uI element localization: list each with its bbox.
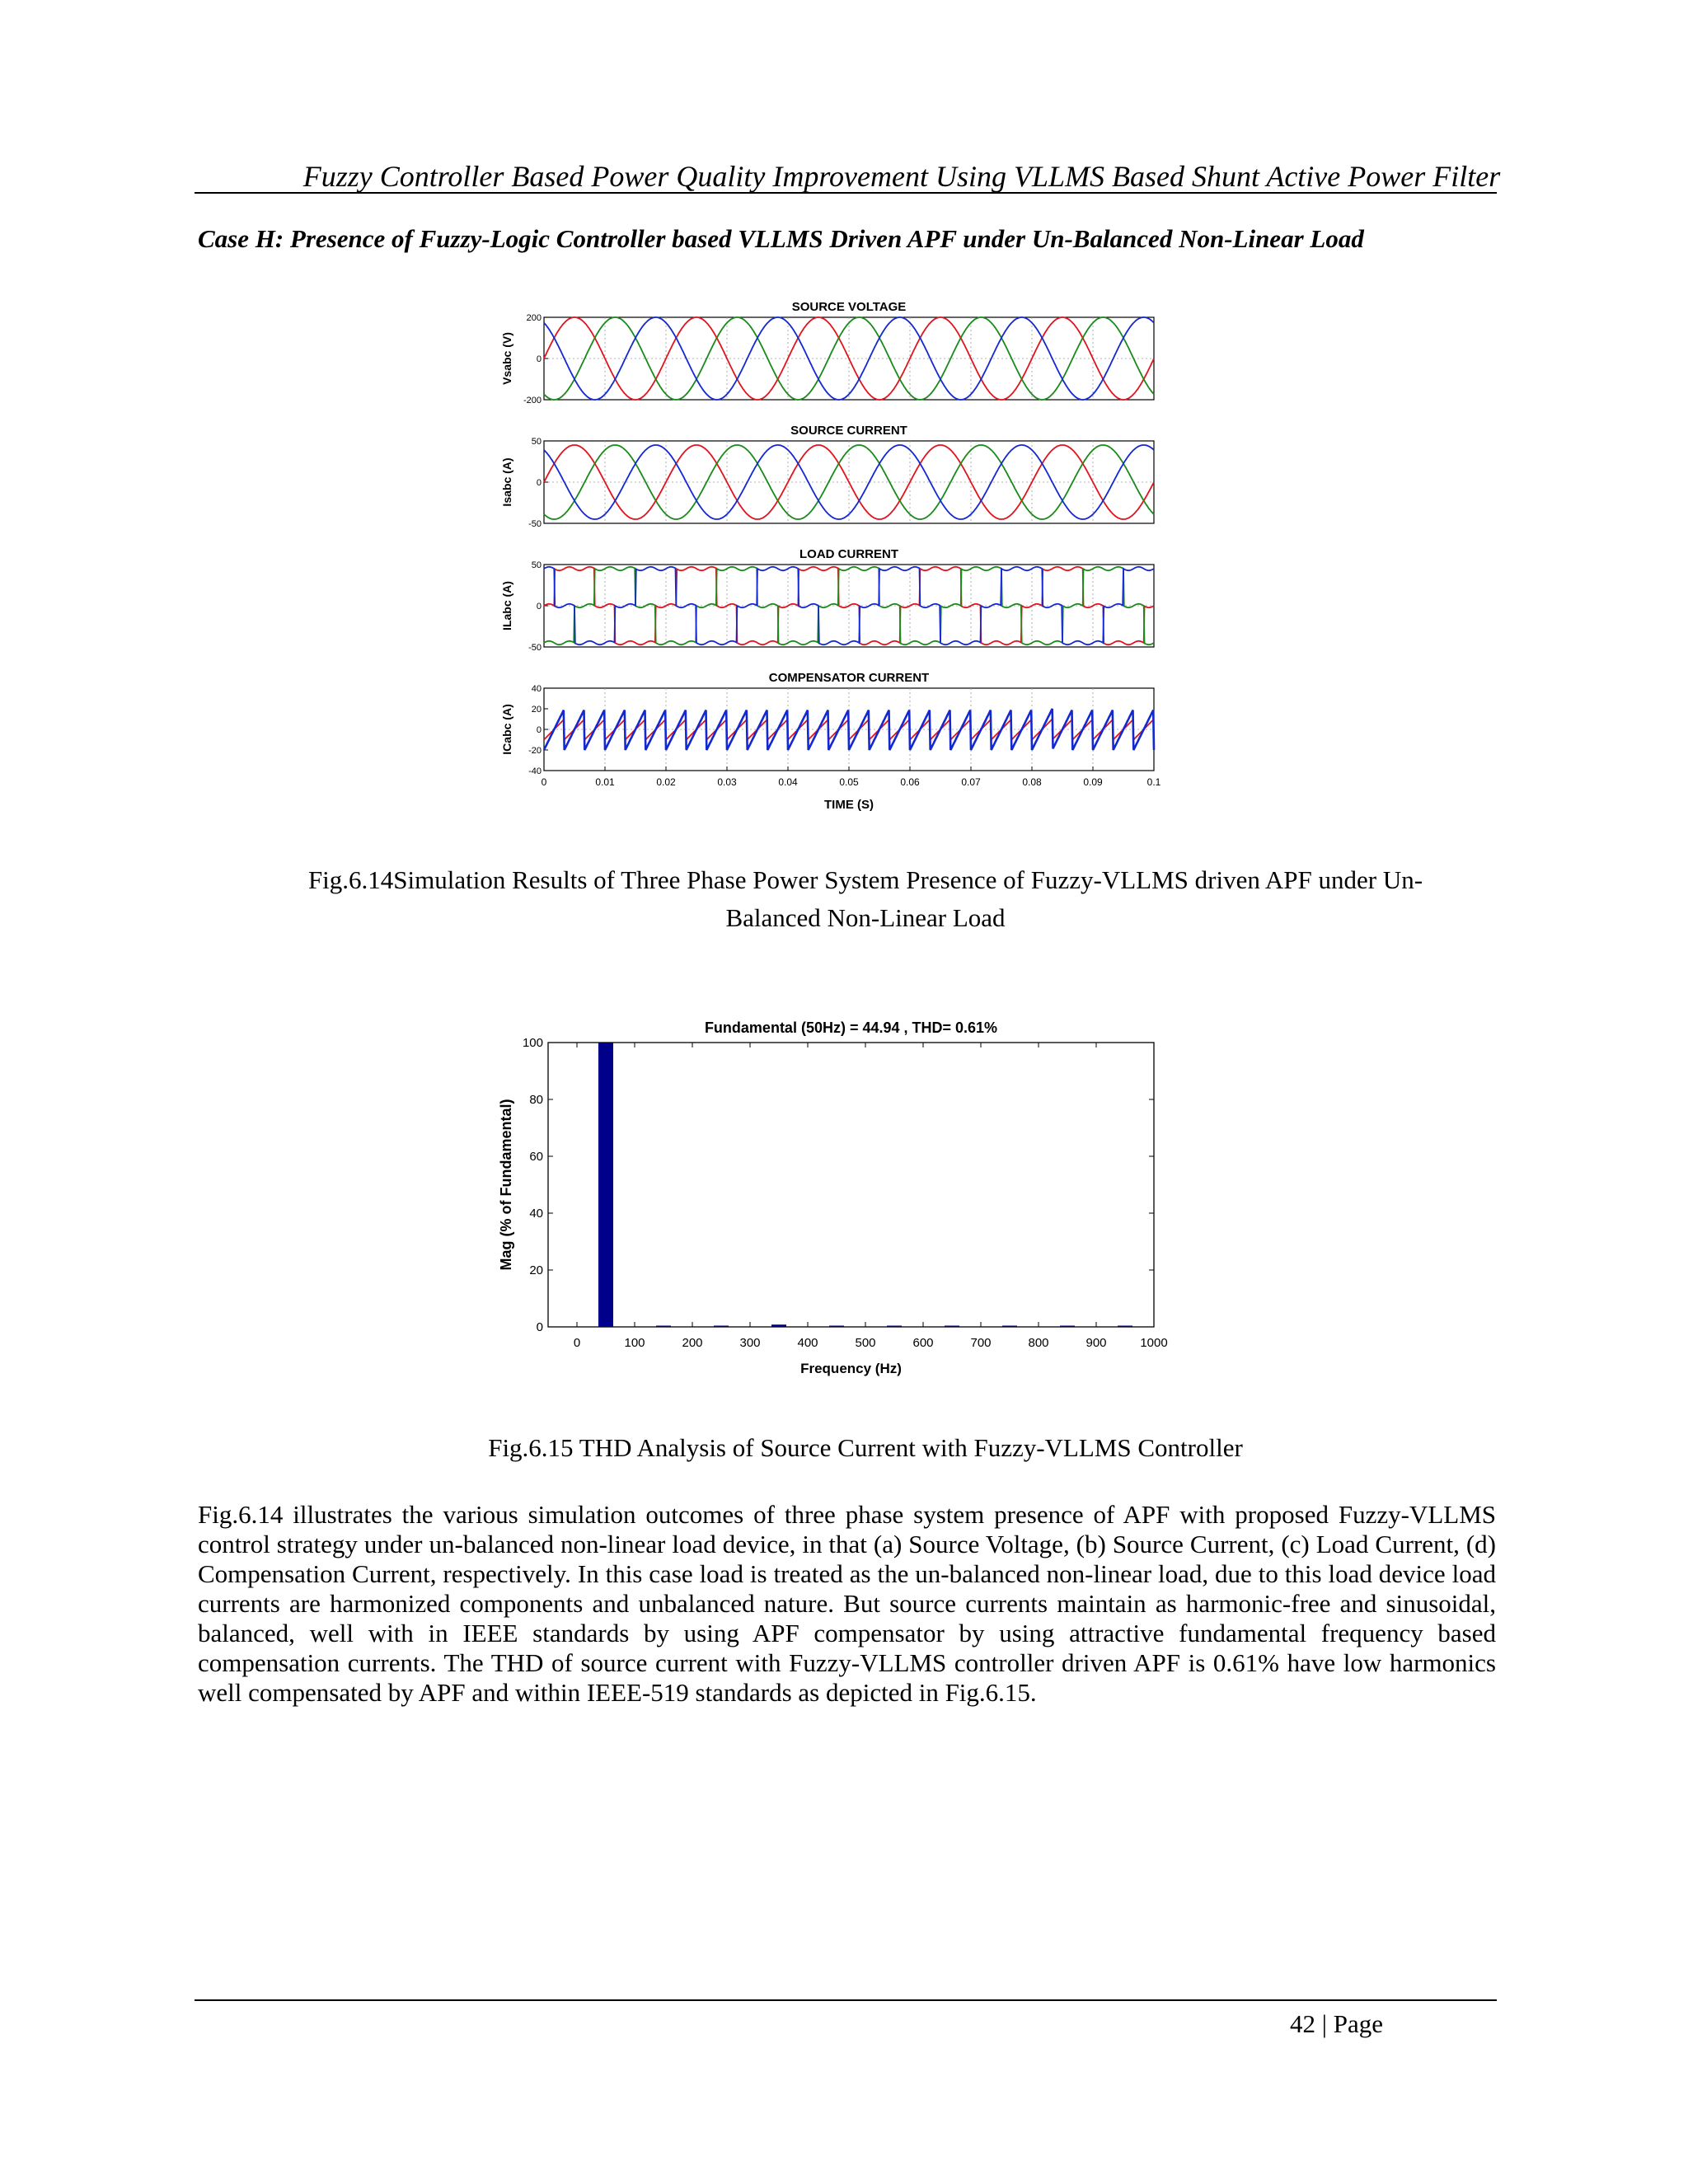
footer-rule (195, 1999, 1497, 2001)
panel-ylabel: Isabc (A) (500, 457, 513, 507)
x-tick-label: 0.07 (961, 776, 981, 788)
harmonic-bar-350hz (771, 1324, 786, 1327)
x-tick-label: 400 (797, 1336, 818, 1350)
y-tick-label: 40 (529, 1207, 543, 1221)
panel-ylabel: ICabc (A) (500, 704, 513, 755)
waveform-panel-1 (500, 300, 1154, 405)
x-tick-label: 200 (682, 1336, 703, 1350)
y-tick-label: 20 (531, 705, 542, 715)
y-tick-label: 0 (536, 602, 542, 612)
y-tick-label: 0 (536, 1320, 543, 1334)
figure-6-14-caption-line1: Fig.6.14Simulation Results of Three Phase Power System Presence of Fuzzy-VLLMS driven APF under Un- (307, 865, 1423, 894)
y-tick-label: 50 (531, 560, 542, 570)
harmonic-bar-950hz (1118, 1326, 1132, 1328)
y-tick-label: -20 (528, 746, 542, 756)
y-tick-label: 60 (529, 1150, 543, 1164)
harmonic-bar-150hz (656, 1326, 671, 1328)
waveform-panel-3 (500, 547, 1154, 653)
panel-ylabel: ILabc (A) (500, 581, 513, 630)
y-tick-label: 100 (522, 1036, 543, 1050)
thd-x-axis-label: Frequency (Hz) (800, 1361, 902, 1376)
panel-title: SOURCE VOLTAGE (791, 300, 907, 314)
page-number: 42 | Page (1290, 2009, 1383, 2038)
waveform-panel-2 (500, 424, 1154, 529)
panel-ylabel: Vsabc (V) (500, 332, 513, 385)
panel-title: LOAD CURRENT (799, 547, 898, 561)
y-tick-label: -40 (528, 766, 542, 776)
case-heading: Case H: Presence of Fuzzy-Logic Controller based VLLMS Driven APF under Un-Balanced Non-Linear Load (198, 224, 1364, 253)
panel-title: COMPENSATOR CURRENT (768, 671, 930, 685)
x-tick-label: 0.08 (1022, 776, 1042, 788)
y-tick-label: 80 (529, 1093, 543, 1107)
x-tick-label: 600 (912, 1336, 934, 1350)
harmonic-bar-550hz (887, 1326, 902, 1328)
x-tick-label: 0.05 (839, 776, 859, 788)
y-tick-label: -50 (528, 643, 542, 653)
panel-title: SOURCE CURRENT (790, 424, 907, 438)
thd-y-axis-label: Mag (% of Fundamental) (498, 1099, 514, 1271)
harmonic-bar-850hz (1060, 1326, 1075, 1328)
x-axis-label: TIME (S) (824, 798, 874, 812)
x-tick-label: 800 (1028, 1336, 1049, 1350)
x-tick-label: 0 (541, 776, 547, 788)
x-tick-label: 500 (855, 1336, 876, 1350)
y-tick-label: 40 (531, 684, 542, 694)
figure-6-14-waveforms (495, 280, 1187, 832)
x-tick-label: 300 (739, 1336, 761, 1350)
harmonic-bar-650hz (945, 1326, 959, 1328)
x-tick-label: 0.03 (717, 776, 737, 788)
y-tick-label: 50 (531, 437, 542, 447)
harmonic-bar-50hz (598, 1043, 613, 1327)
x-tick-label: 0 (573, 1336, 581, 1350)
y-tick-label: 0 (536, 354, 542, 364)
thd-plot-frame (548, 1043, 1154, 1327)
figure-6-15-thd-spectrum (495, 1010, 1187, 1401)
y-tick-label: 0 (536, 725, 542, 735)
waveform-panel-4 (500, 671, 1154, 776)
x-tick-label: 0.1 (1146, 776, 1161, 788)
x-tick-label: 0.06 (900, 776, 920, 788)
x-tick-label: 900 (1085, 1336, 1107, 1350)
thd-chart-title: Fundamental (50Hz) = 44.94 , THD= 0.61% (704, 1019, 998, 1036)
figure-6-15-caption: Fig.6.15 THD Analysis of Source Current with Fuzzy-VLLMS Controller (488, 1433, 1243, 1462)
body-paragraph: Fig.6.14 illustrates the various simulation outcomes of three phase system presence of APF with proposed Fuzzy-VLLMS control strategy under un-balanced non-linear load device, in that (a) Source Voltage, (b) Source Current, (c) Load Current, (d) Compensation Current, respectively. In this case load is treated as the un-balanced non-linear load, due to this load device load currents are harmonized components and unbalanced nature. But source currents maintain as harmonic-free and sinusoidal, balanced, well with in IEEE standards by using APF compensator by using attractive fundamental frequency based compensation currents. The THD of source current with Fuzzy-VLLMS controller driven APF is 0.61% have low harmonics well compensated by APF and within IEEE-519 standards as depicted in Fig.6.15. (198, 1500, 1496, 1707)
x-tick-label: 0.09 (1083, 776, 1103, 788)
x-tick-label: 0.02 (656, 776, 676, 788)
running-header-title: Fuzzy Controller Based Power Quality Improvement Using VLLMS Based Shunt Active Power Filter (302, 160, 1501, 193)
harmonic-bar-750hz (1002, 1326, 1017, 1328)
harmonic-bar-450hz (829, 1326, 844, 1328)
header-rule (195, 192, 1497, 194)
y-tick-label: 200 (526, 313, 542, 323)
y-tick-label: 0 (536, 478, 542, 488)
x-tick-label: 700 (970, 1336, 992, 1350)
x-tick-label: 100 (624, 1336, 645, 1350)
y-tick-label: 20 (529, 1263, 543, 1277)
figure-6-14-caption-line2: Balanced Non-Linear Load (725, 903, 1006, 932)
x-tick-label: 0.01 (595, 776, 615, 788)
y-tick-label: -50 (528, 519, 542, 529)
harmonic-bar-250hz (714, 1326, 729, 1328)
x-tick-label: 1000 (1140, 1336, 1168, 1350)
x-tick-label: 0.04 (778, 776, 798, 788)
y-tick-label: -200 (523, 396, 542, 405)
